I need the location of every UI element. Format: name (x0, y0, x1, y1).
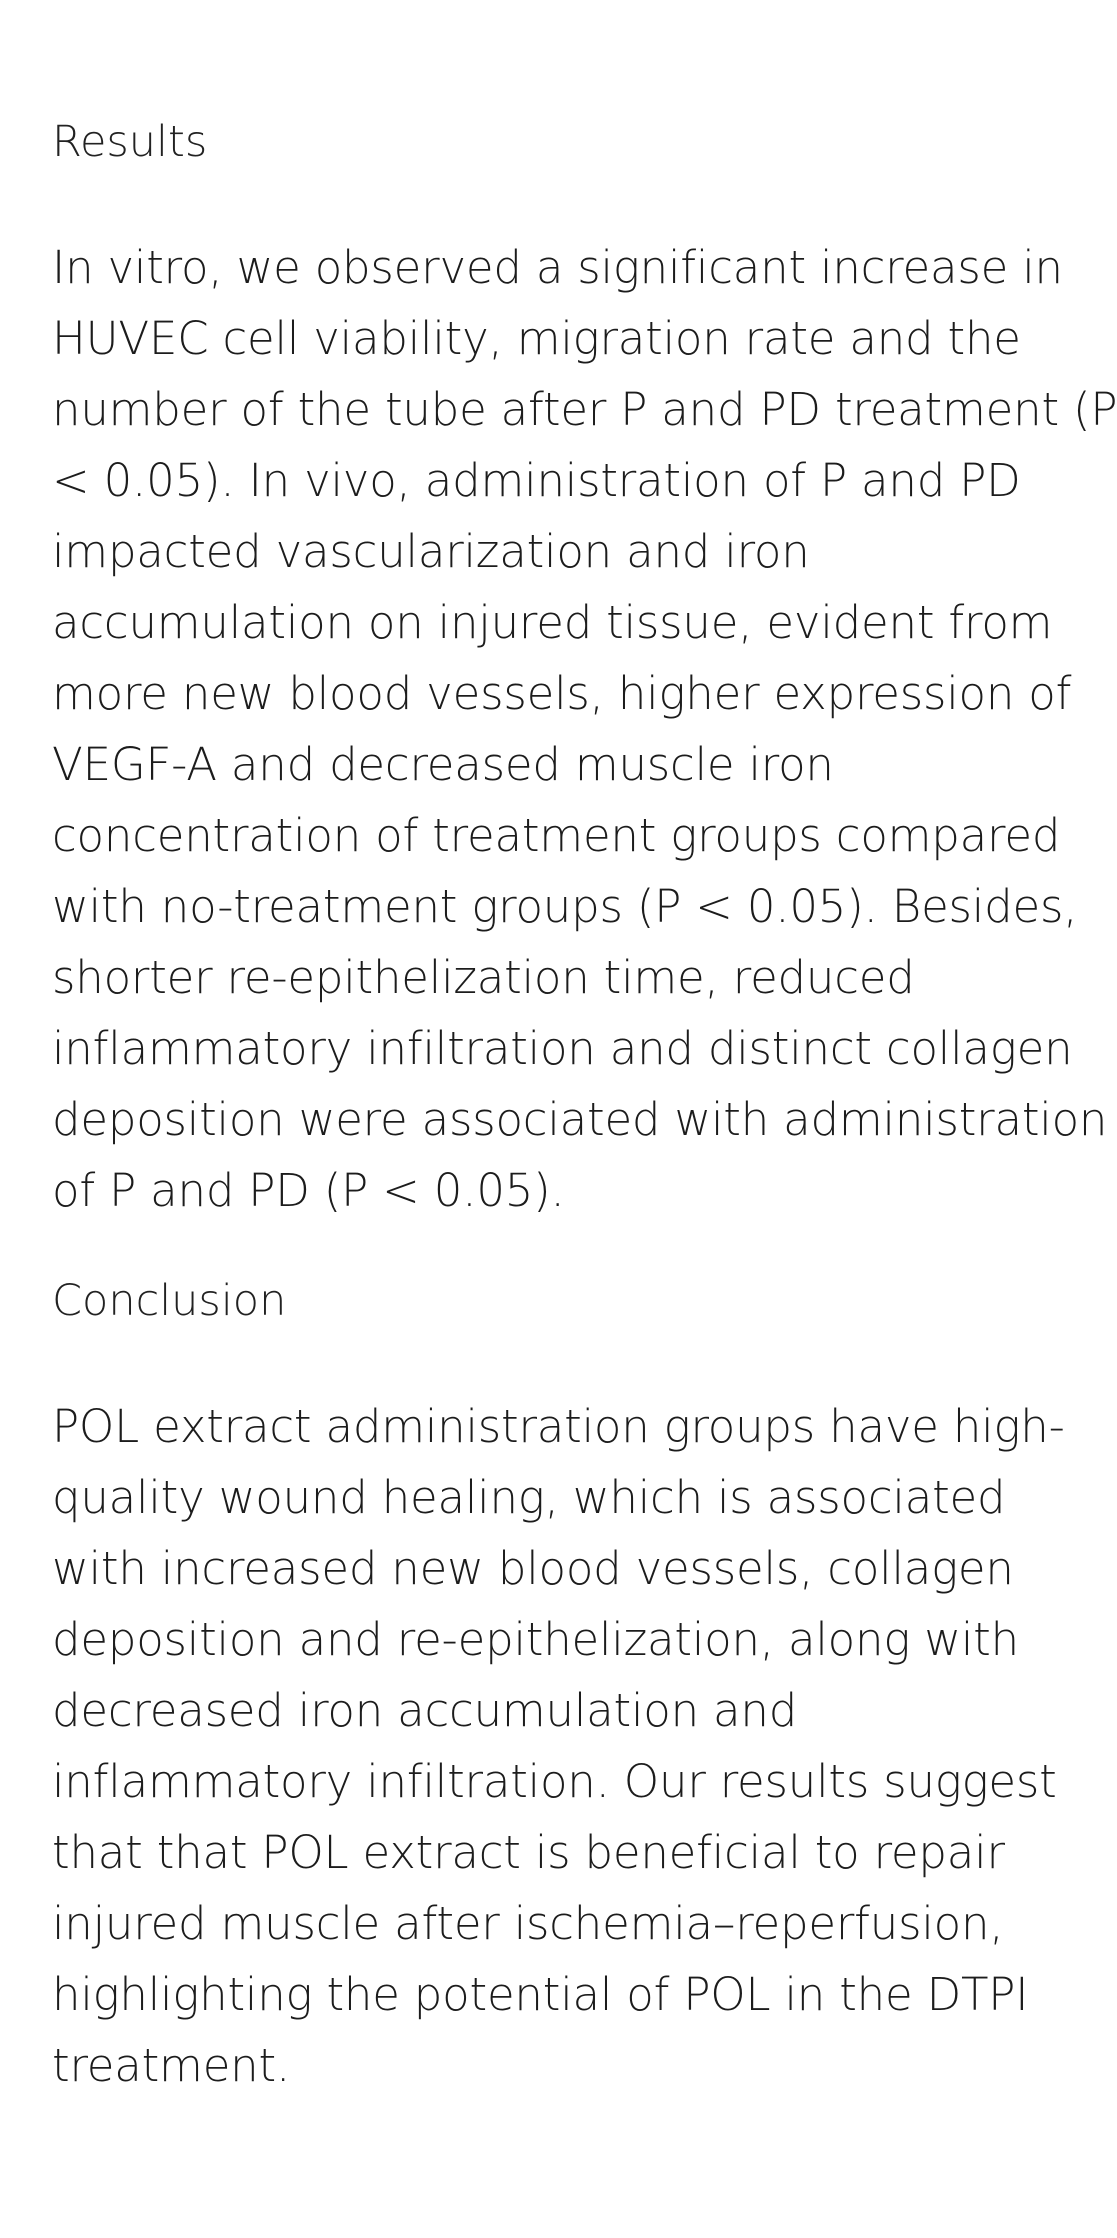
paragraph-line: with no-treatment groups (P < 0.05). Besides, (52, 880, 1078, 933)
paragraph-line: VEGF-A and decreased muscle iron (52, 738, 834, 791)
paragraph-line: inflammatory infiltration and distinct collagen (52, 1022, 1073, 1075)
paragraph-line: quality wound healing, which is associated (52, 1471, 1006, 1524)
conclusion-section (52, 1271, 1065, 2101)
paragraph-line: treatment. (52, 2039, 291, 2092)
paragraph-line: < 0.05). In vivo, administration of P and PD (52, 454, 1021, 507)
paragraph-line: accumulation on injured tissue, evident from (52, 596, 1053, 649)
results-section (52, 112, 1117, 1226)
paragraph-line: HUVEC cell viability, migration rate and the (52, 312, 1021, 365)
paragraph-line: impacted vascularization and iron (52, 525, 810, 578)
paragraph-line: deposition were associated with administration (52, 1093, 1108, 1146)
conclusion-paragraph (52, 1391, 1065, 2101)
paragraph-line: with increased new blood vessels, collagen (52, 1542, 1014, 1595)
paragraph-line: inflammatory infiltration. Our results suggest (52, 1755, 1057, 1808)
paragraph-line: of P and PD (P < 0.05). (52, 1164, 565, 1217)
paragraph-line: concentration of treatment groups compared (52, 809, 1061, 862)
paragraph-line: injured muscle after ischemia–reperfusion, (52, 1897, 1004, 1950)
paragraph-line: more new blood vessels, higher expression of (52, 667, 1072, 720)
conclusion-heading: Conclusion (52, 1276, 287, 1326)
paragraph-line: POL extract administration groups have high- (52, 1400, 1065, 1453)
paragraph-line: highlighting the potential of POL in the DTPI (52, 1968, 1029, 2021)
paragraph-line: shorter re-epithelization time, reduced (52, 951, 915, 1004)
paragraph-line: that that POL extract is beneficial to repair (52, 1826, 1005, 1879)
results-heading: Results (52, 117, 208, 167)
paragraph-line: In vitro, we observed a significant increase in (52, 241, 1063, 294)
paragraph-line: decreased iron accumulation and (52, 1684, 798, 1737)
results-paragraph (52, 232, 1117, 1226)
paragraph-line: deposition and re-epithelization, along with (52, 1613, 1019, 1666)
paragraph-line: number of the tube after P and PD treatment (P (52, 383, 1117, 436)
